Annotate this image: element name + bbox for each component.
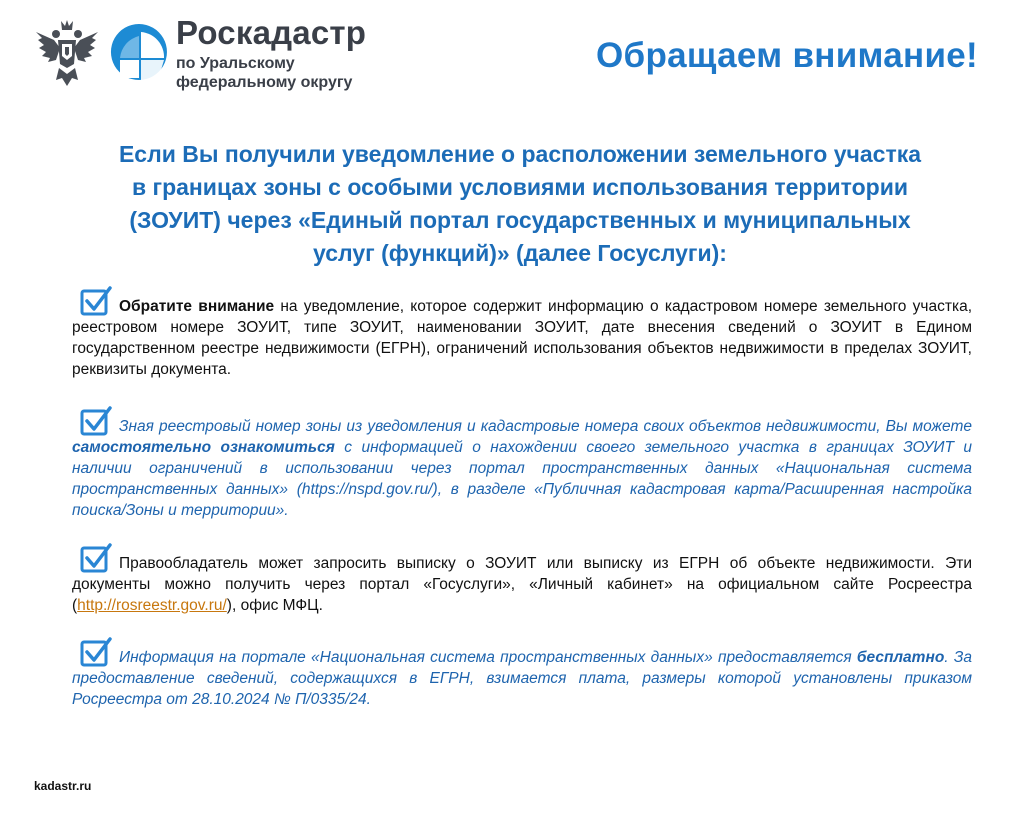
heading-line-3: (ЗОУИТ) через «Единый портал государственных и муниципальных: [129, 207, 911, 233]
brand-subtitle-line1: по Уральскому: [176, 55, 295, 73]
brand-name: Роскадастр: [176, 14, 367, 52]
coat-of-arms-icon: [34, 18, 100, 90]
main-heading: [60, 138, 980, 270]
roskadastr-logo-icon: [110, 22, 168, 86]
info-block-4: [72, 637, 972, 710]
block-1-text: на уведомление, которое содержит информацию о кадастровом номере земельного участка, реестровом номере ЗОУИТ, типе ЗОУИТ, наименовании ЗОУИТ, дате внесения сведений о ЗОУИТ в Едином государственном реестре недвижимости (ЕГРН), ограничений использования объектов недвижимости в пределах ЗОУИТ, реквизиты документа.: [72, 298, 972, 378]
block-4-text-before: Информация на портале «Национальная система пространственных данных» предоставляется: [119, 649, 857, 666]
heading-line-1: Если Вы получили уведомление о расположении земельного участка: [118, 141, 922, 167]
checkbox-checked-icon: [80, 406, 113, 437]
block-2-text-after: с информацией о нахождении своего земельного участка в границах ЗОУИТ и наличии ограничений в использовании через портал пространственных данных «Национальная система пространственных данных» (https://nspd.gov.ru/), в разделе «Публичная кадастровая карта/Расширенная настройка поиска/Зоны и территории».: [72, 439, 972, 519]
header-logo-area: [34, 14, 366, 94]
block-4-bold: бесплатно: [856, 649, 945, 666]
block-2-text-before: Зная реестровый номер зоны из уведомления и кадастровые номера своих объектов недвижимости, Вы можете: [119, 418, 972, 435]
block-2-bold: самостоятельно ознакомиться: [72, 439, 335, 456]
checkbox-checked-icon: [80, 637, 113, 668]
heading-line-4: услуг (функций)» (далее Госуслуги):: [313, 240, 727, 266]
info-block-2: [72, 406, 972, 521]
block-4-text-after: . За предоставление сведений, содержащихся в ЕГРН, взимается плата, размеры которой установлены приказом Росреестра от 28.10.2024 № П/0335/24.: [72, 649, 972, 708]
block-3-text-after: ), офис МФЦ.: [226, 597, 323, 614]
brand-block: [176, 16, 366, 91]
block-3-text-before: Правообладатель может запросить выписку о ЗОУИТ или выписку из ЕГРН об объекте недвижимости. Эти документы можно получить через портал «Госуслуги», «Личный кабинет» на официальном сайте Росреестра (: [72, 555, 972, 614]
rosreestr-link[interactable]: http://rosreestr.gov.ru/: [77, 597, 227, 614]
attention-title: Обращаем внимание!: [596, 36, 978, 75]
checkbox-checked-icon: [80, 286, 113, 317]
block-1-bold: Обратите внимание: [119, 298, 275, 315]
info-block-3: [72, 543, 972, 616]
heading-line-2: в границах зоны с особыми условиями использования территории: [131, 174, 909, 200]
footer-site: kadastr.ru: [34, 779, 92, 793]
info-block-1: [72, 286, 972, 380]
brand-subtitle-line2: федеральному округу: [176, 74, 353, 91]
checkbox-checked-icon: [80, 543, 113, 574]
